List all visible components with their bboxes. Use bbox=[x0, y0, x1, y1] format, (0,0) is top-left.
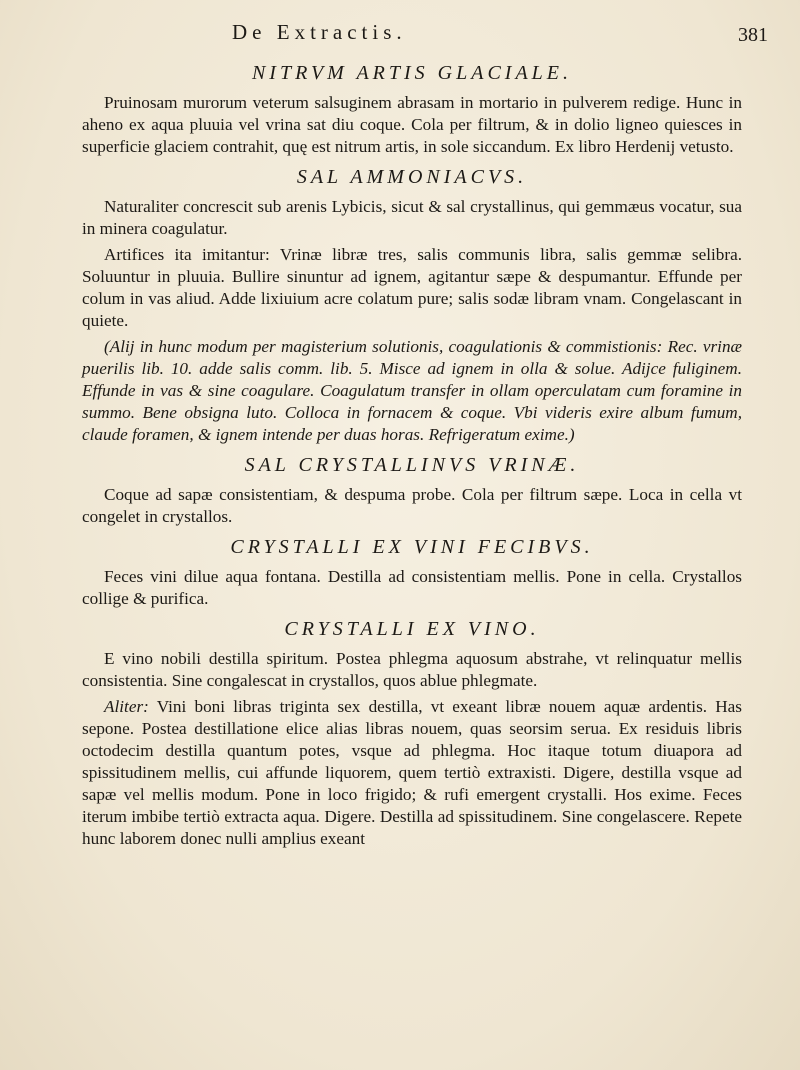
section-title-crystalli-fecibus: CRYSTALLI EX VINI FECIBVS. bbox=[230, 536, 594, 558]
paragraph-sal-crystallinus: Coque ad sapæ consistentiam, & despuma probe. Cola per filtrum sæpe. Loca in cella vt congelet in crystallos. bbox=[82, 485, 742, 526]
section-title-nitrum: NITRVM ARTIS GLACIALE. bbox=[251, 62, 573, 84]
section-title-crystalli-vino: CRYSTALLI EX VINO. bbox=[284, 618, 540, 640]
paragraph-sal-ammoniacus-1: Naturaliter concrescit sub arenis Lybicis, sicut & sal crystallinus, qui gemmæus vocatur, sua in minera coagulatur. bbox=[82, 197, 742, 238]
paragraph-sal-ammoniacus-2: Artifices ita imitantur: Vrinæ libræ tres, salis communis libra, salis gemmæ selibra. Soluuntur in pluuia. Bullire sinuntur ad ignem, agitantur sæpe & despumantur. Effunde per colum in vas aliud. Adde lixiuium acre colatum pure; salis sodæ libram vnam. Congelascant in quiete. bbox=[82, 245, 742, 330]
paragraph-crystalli-fecibus: Feces vini dilue aqua fontana. Destilla ad consistentiam mellis. Pone in cella. Crystallos collige & purifica. bbox=[82, 567, 742, 608]
aliter-text: Vini boni libras triginta sex destilla, vt exeant libræ nouem aquæ ardentis. Has sepone. Postea destillatione elice alias libras nouem, quas seorsim serua. Ex residuis libris octodecim destilla quantum potes, vsque ad phlegma. Hoc itaque totum diuapora ad spissitudinem mellis, cui affunde liquorem, quem tertiò extraxisti. Digere, destilla vsque ad sapæ vel mellis modum. Pone in loco frigido; & rufi emergent crystalli. Hos exime. Feces iterum imbibe tertiò extracta aqua. Digere. Destilla ad spissitudinem. Sine congelascere. Repete hunc laborem donec nulli amplius exeant bbox=[82, 697, 742, 848]
page-number: 381 bbox=[738, 24, 768, 46]
running-title: De Extractis. bbox=[232, 20, 407, 44]
page-text bbox=[82, 60, 742, 854]
paragraph-crystalli-vino: E vino nobili destilla spiritum. Postea phlegma aquosum abstrahe, vt relinquatur mellis consistentia. Sine congalescat in crystallos, quos ablue phlegmate. bbox=[82, 649, 742, 690]
note-sal-ammoniacus: (Alij in hunc modum per magisterium solutionis, coagulationis & commistionis: Rec. vrinæ puerilis lib. 10. adde salis comm. lib. 5. Misce ad ignem in olla & solue. Adijce fuliginem. Effunde in vas & sine coagulare. Coagulatum transfer in ollam operculatam cum foramine in summo. Bene obsigna luto. Colloca in fornacem & coque. Vbi videris exire album fumum, claude foramen, & ignem intende per duas horas. Refrigeratum exime.) bbox=[82, 337, 742, 444]
paragraph-aliter bbox=[82, 696, 742, 850]
aliter-label: Aliter: bbox=[104, 697, 149, 716]
running-head bbox=[0, 16, 800, 50]
paragraph-nitrum: Pruinosam murorum veterum salsuginem abrasam in mortario in pulverem redige. Hunc in aheno ex aqua pluuia vel vrina sat diu coque. Cola per filtrum, & in dolio ligneo quiesces in superficie glaciem contrahit, quę est nitrum artis, in sole siccandum. Ex libro Herdenij vetusto. bbox=[82, 93, 742, 156]
section-title-sal-ammoniacus: SAL AMMONIACVS. bbox=[296, 166, 528, 188]
section-title-sal-crystallinus: SAL CRYSTALLINVS VRINÆ. bbox=[244, 454, 580, 476]
